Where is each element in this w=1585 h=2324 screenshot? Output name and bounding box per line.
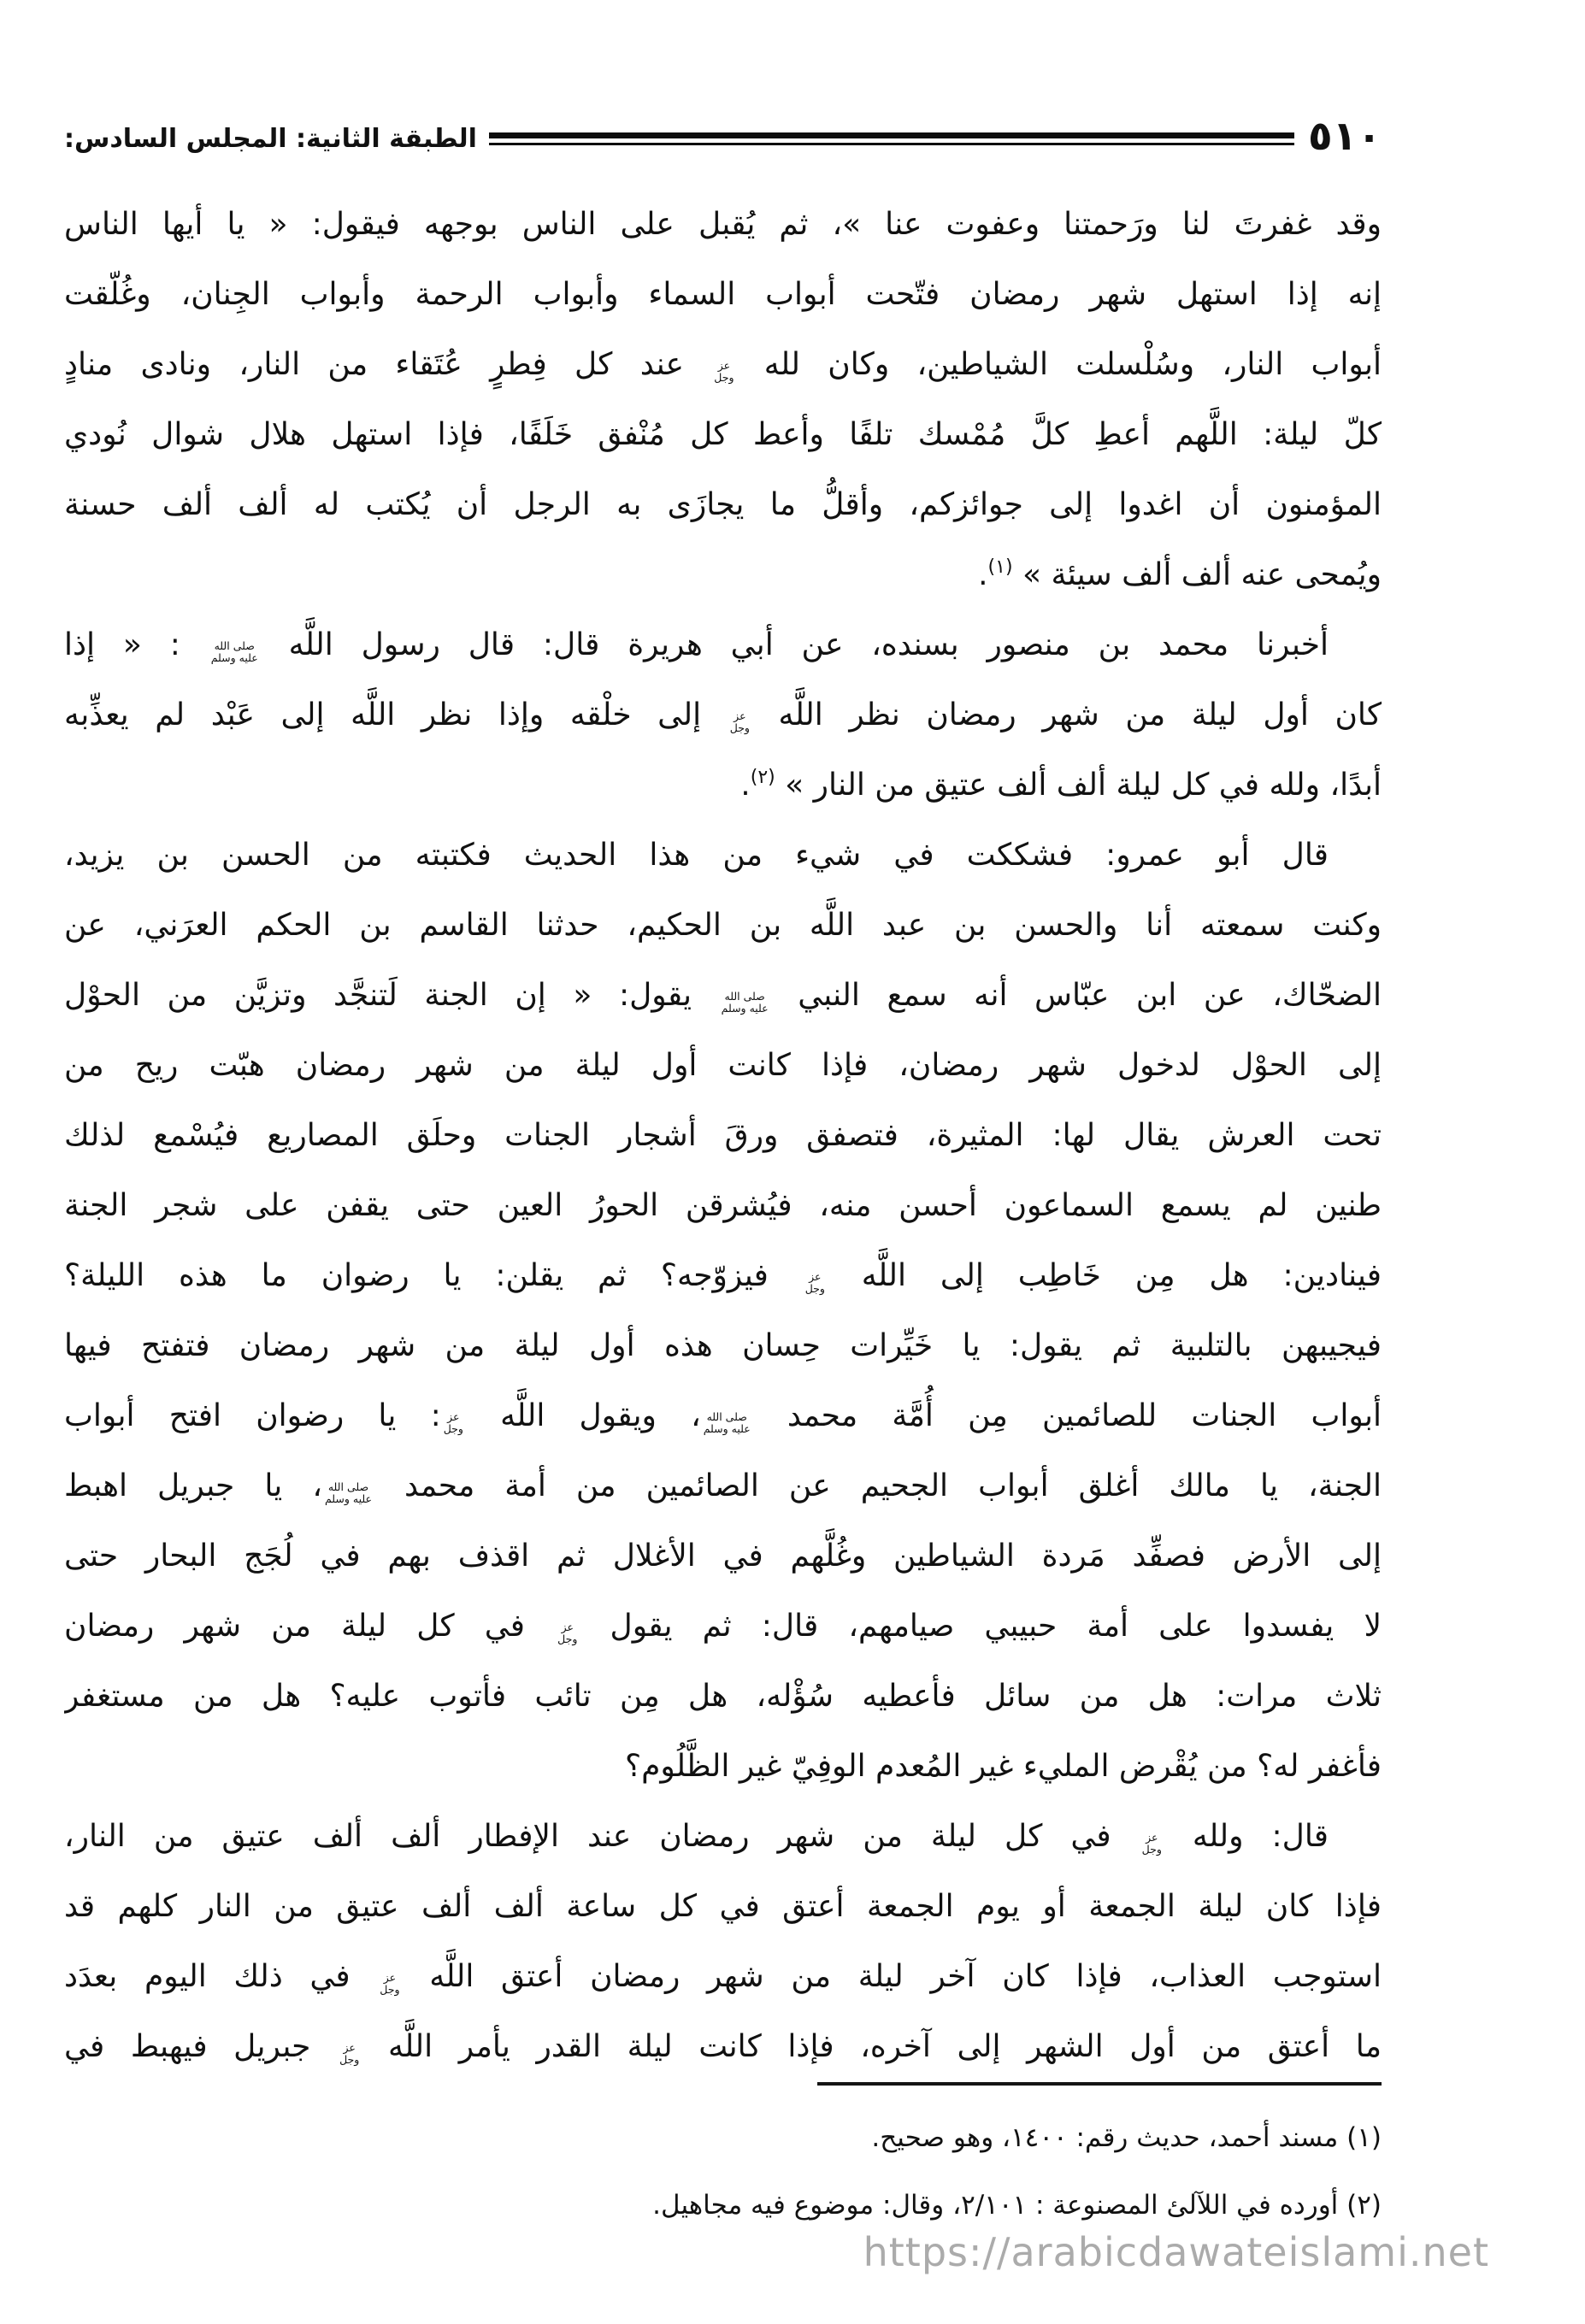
azza-wajal-honorific-icon: عز وجل	[714, 359, 734, 384]
pbuh-honorific-icon: صلى الله عليه وسلم	[210, 639, 258, 664]
body-line: إنه إذا استهل شهر رمضان فتّحت أبواب السماء وأبواب الرحمة وأبواب الجِنان، وغُلّقت	[64, 277, 1382, 312]
body-line: كلّ ليلة: اللَّهم أعطِ كلَّ مُمْسك تلفًا وأعط كل مُنْفق خَلَفًا، فإذا استهل هلال شوال نُودي	[64, 417, 1382, 452]
body-line-paragraph-end: فأغفر له؟ من يُقْرض المليء غير المُعدم الوفِيّ غير الظَّلُوم؟	[624, 1749, 1382, 1784]
footnote-ref-2: (٢)	[750, 767, 775, 788]
footnote-1: (١) مسند أحمد، حديث رقم: ١٤٠٠، وهو صحيح.	[871, 2122, 1382, 2153]
azza-wajal-honorific-icon: عز وجل	[1141, 1831, 1162, 1856]
body-line: طنين لم يسمع السماعون أحسن منه، فيُشرقن الحورُ العين حتى يقفن على شجر الجنة	[64, 1188, 1382, 1223]
azza-wajal-honorific-icon: عز وجل	[339, 2041, 360, 2066]
body-line: وقد غفرتَ لنا ورَحمتنا وعفوت عنا »، ثم يُقبل على الناس بوجهه فيقول: « يا أيها الناس	[64, 207, 1382, 242]
body-line-paragraph-start: قال: ولله عز وجل في كل ليلة من شهر رمضان عند الإفطار ألف ألف عتيق من النار،	[64, 1819, 1329, 1856]
page-number: ٥١٠	[1307, 113, 1382, 160]
azza-wajal-honorific-icon: عز وجل	[557, 1621, 578, 1645]
header-double-rule	[489, 132, 1294, 145]
azza-wajal-honorific-icon: عز وجل	[804, 1270, 825, 1295]
body-line: ثلاث مرات: هل من سائل فأعطيه سُؤْله، هل مِن تائب فأتوب عليه؟ هل من مستغفر	[64, 1679, 1382, 1714]
body-line: أبواب الجنات للصائمين مِن أُمَّة محمد صلى الله عليه وسلم، ويقول اللَّه عز وجل: يا رضوان افتح أبواب	[64, 1398, 1382, 1435]
azza-wajal-honorific-icon: عز وجل	[729, 709, 750, 734]
body-line: تحت العرش يقال لها: المثيرة، فتصفق ورقَ أشجار الجنات وحلَق المصاريع فيُسْمع لذلك	[64, 1118, 1382, 1153]
body-line: فيجيبهن بالتلبية ثم يقول: يا خَيِّرات حِسان هذه أول ليلة من شهر رمضان فتفتح فيها	[64, 1328, 1382, 1363]
body-line: كان أول ليلة من شهر رمضان نظر اللَّه عز وجل إلى خلْقه وإذا نظر اللَّه إلى عَبْد لم يعذِّبه	[64, 697, 1382, 734]
body-line: أبواب النار، وسُلْسلت الشياطين، وكان لله عز وجل عند كل فِطرٍ عُتَقاء من النار، ونادى منادٍ	[64, 347, 1382, 384]
pbuh-honorific-icon: صلى الله عليه وسلم	[324, 1480, 372, 1505]
azza-wajal-honorific-icon: عز وجل	[443, 1410, 463, 1435]
pbuh-honorific-icon: صلى الله عليه وسلم	[703, 1410, 751, 1435]
watermark-url: https://arabicdawateislami.net	[863, 2229, 1489, 2275]
body-line: ما أعتق من أول الشهر إلى آخره، فإذا كانت ليلة القدر يأمر اللَّه عز وجل جبريل فيهبط في	[64, 2029, 1382, 2066]
footnotes-list	[64, 2086, 1382, 2239]
body-line: إلى الأرض فصفِّد مَردة الشياطين وغُلَّهم في الأغلال ثم اقذف بهم في لُجَج البحار حتى	[64, 1539, 1382, 1574]
section-title: الطبقة الثانية: المجلس السادس:	[64, 124, 477, 154]
azza-wajal-honorific-icon: عز وجل	[380, 1971, 400, 1996]
body-line: لا يفسدوا على أمة حبيبي صيامهم، قال: ثم يقول عز وجل في كل ليلة من شهر رمضان	[64, 1609, 1382, 1645]
body-line: المؤمنون أن اغدوا إلى جوائزكم، وأقلُّ ما يجازَى به الرجل أن يُكتب له ألف ألف حسنة	[64, 487, 1382, 522]
footnote-ref-1: (١)	[987, 556, 1013, 578]
body-line-paragraph-end: أبدًا، ولله في كل ليلة ألف ألف عتيق من النار » $^{(٢)}$.	[740, 767, 1382, 803]
body-line: إلى الحوْل لدخول شهر رمضان، فإذا كانت أول ليلة من شهر رمضان هبّت ريح من	[64, 1048, 1382, 1083]
body-line: استوجب العذاب، فإذا كان آخر ليلة من شهر رمضان أعتق اللَّه عز وجل في ذلك اليوم بعدَد	[64, 1959, 1382, 1996]
page-header	[64, 113, 1382, 160]
body-line-paragraph-start: قال أبو عمرو: فشككت في شيء من هذا الحديث فكتبته من الحسن بن يزيد،	[64, 838, 1329, 873]
body-text-block	[64, 190, 1382, 2082]
body-line: الضحّاك، عن ابن عبّاس أنه سمع النبي صلى الله عليه وسلم يقول: « إن الجنة لَتنجَّد وتزيَّن من الحوْل	[64, 978, 1382, 1015]
body-line-paragraph-end: ويُمحى عنه ألف ألف سيئة » $^{(١)}$.	[978, 556, 1382, 592]
body-line: الجنة، يا مالك أغلق أبواب الجحيم عن الصائمين من أمة محمد صلى الله عليه وسلم، يا جبريل اهبط	[64, 1468, 1382, 1505]
body-line: فإذا كان ليلة الجمعة أو يوم الجمعة أعتق في كل ساعة ألف ألف عتيق من النار كلهم قد	[64, 1889, 1382, 1924]
body-line: فينادين: هل مِن خَاطِب إلى اللَّه عز وجل فيزوّجه؟ ثم يقلن: يا رضوان ما هذه الليلة؟	[64, 1258, 1382, 1295]
body-line-paragraph-start: أخبرنا محمد بن منصور بسنده، عن أبي هريرة قال: قال رسول اللَّه صلى الله عليه وسلم : « إذا	[64, 627, 1329, 664]
body-line: وكنت سمعته أنا والحسن بن عبد اللَّه بن الحكيم، حدثنا القاسم بن الحكم العرَني، عن	[64, 908, 1382, 943]
pbuh-honorific-icon: صلى الله عليه وسلم	[721, 990, 769, 1015]
footnote-area	[64, 2082, 1382, 2239]
footnote-2: (٢) أورده في اللآلئ المصنوعة : ٢/١٠١، وقال: موضوع فيه مجاهيل.	[652, 2190, 1382, 2221]
